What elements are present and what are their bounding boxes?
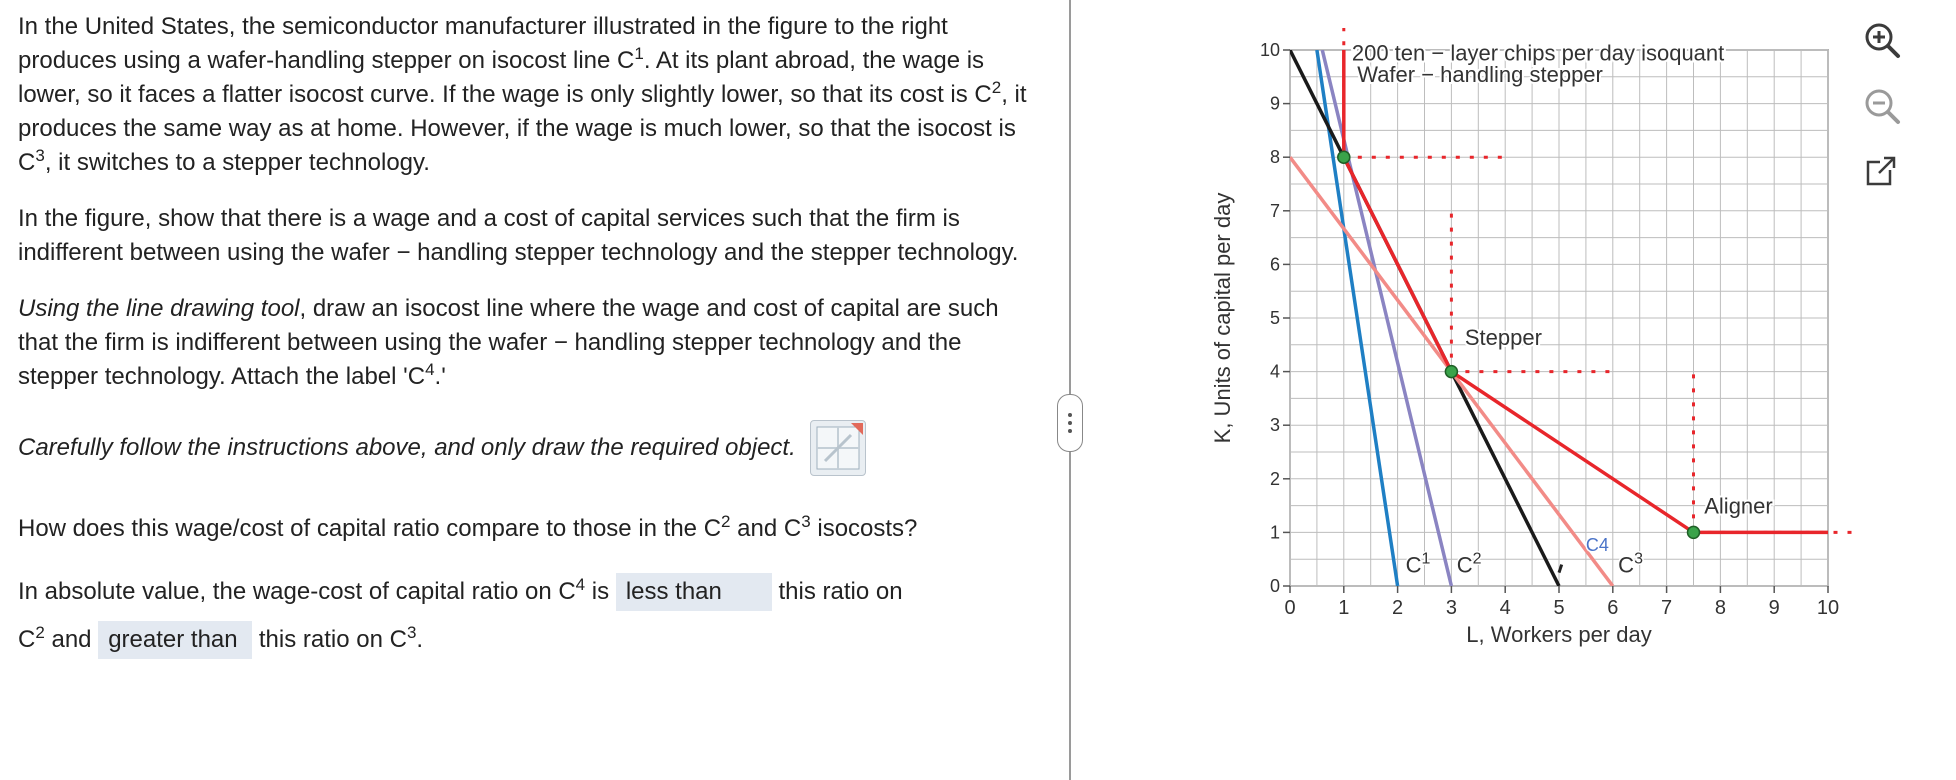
problem-intro: In the United States, the semiconductor manufacturer illustrated in the figure to the right produces using a wafer-handling stepper on isocost line $C^1$. At its plant abroad, the wage is lower, so it faces a flatter isocost curve. If the wage is only slightly lower, so that its cost is $C^2$, it produces the same way as at home. However, if the wage is much lower, so that the isocost is $C^3$, it switches to a stepper technology. <box>18 13 1027 176</box>
y-tick-label: 2 <box>1269 468 1280 489</box>
isocost-label-c4: C4 <box>1585 535 1609 556</box>
x-tick-label: 2 <box>1392 597 1404 619</box>
stepper-label: Stepper <box>1464 324 1542 350</box>
instruction-text: Carefully follow the instructions above, and only draw the required object. <box>18 434 796 461</box>
y-tick-label: 3 <box>1269 415 1280 436</box>
answer-sentence: In absolute value, the wage-cost of capital ratio on $C^4$ is less than this ratio on $C^2$ and greater than this ratio on $C^3$. <box>18 568 1028 664</box>
x-tick-label: 3 <box>1445 597 1457 619</box>
open-external-icon[interactable] <box>1860 150 1904 194</box>
panel-divider <box>1069 0 1071 780</box>
zoom-in-icon[interactable] <box>1860 18 1904 62</box>
comparison-question: How does this wage/cost of capital ratio compare to those in the $C^2$ and $C^3$ isocosts? <box>18 512 918 542</box>
y-tick-label: 6 <box>1269 254 1280 275</box>
x-tick-label: 4 <box>1499 597 1511 619</box>
y-tick-label: 9 <box>1269 93 1280 114</box>
answer-dropdown-2[interactable]: greater than <box>98 621 252 659</box>
zoom-out-icon[interactable] <box>1860 84 1904 128</box>
answer-dropdown-1[interactable]: less than <box>616 573 772 611</box>
y-tick-label: 4 <box>1269 361 1280 382</box>
technique-point[interactable] <box>1338 151 1350 163</box>
x-tick-label: 1 <box>1338 597 1350 619</box>
y-tick-label: 8 <box>1269 147 1280 168</box>
y-tick-label: 0 <box>1269 576 1280 596</box>
y-tick-label: 7 <box>1269 200 1280 221</box>
technique-point[interactable] <box>1445 366 1457 378</box>
x-tick-label: 7 <box>1661 597 1673 619</box>
y-tick-label: 1 <box>1269 522 1280 543</box>
isoquant-label: 200 ten − layer chips per day isoquant <box>1351 40 1725 66</box>
isocost-label-c1: $C^1$ <box>1405 550 1431 578</box>
instruction-row <box>18 420 1028 476</box>
problem-task: In the figure, show that there is a wage and a cost of capital services such that the firm is indifferent between using the wafer − handling stepper technology and the stepper technology. <box>18 205 1019 266</box>
x-tick-label: 8 <box>1714 597 1726 619</box>
isoquant-chart[interactable] <box>1200 28 1860 668</box>
aligner-label: Aligner <box>1704 493 1773 519</box>
y-axis-label: K, Units of capital per day <box>1210 192 1235 444</box>
wafer-stepper-label: Wafer − handling stepper <box>1357 62 1603 88</box>
x-tick-label: 0 <box>1284 597 1296 619</box>
divider-drag-handle[interactable] <box>1057 394 1083 452</box>
y-tick-label: 10 <box>1259 40 1280 60</box>
problem-instructions: Using the line drawing tool, draw an isocost line where the wage and cost of capital are such that the firm is indifferent between using the wafer − handling stepper technology and the stepper technology. Attach the label '$C^4$.' <box>18 295 999 390</box>
x-axis-label: L, Workers per day <box>1466 622 1652 647</box>
technique-point[interactable] <box>1688 526 1700 538</box>
y-tick-label: 5 <box>1269 308 1280 328</box>
x-tick-label: 9 <box>1768 597 1780 619</box>
isocost-label-c3: $C^3$ <box>1618 550 1643 578</box>
question-panel <box>18 10 1028 686</box>
x-tick-label: 6 <box>1607 597 1619 619</box>
line-tool-button[interactable] <box>810 420 866 476</box>
line-tool-icon <box>811 421 865 475</box>
isocost-label-c2: $C^2$ <box>1456 550 1482 578</box>
x-tick-label: 10 <box>1816 597 1840 619</box>
x-tick-label: 5 <box>1553 597 1565 619</box>
